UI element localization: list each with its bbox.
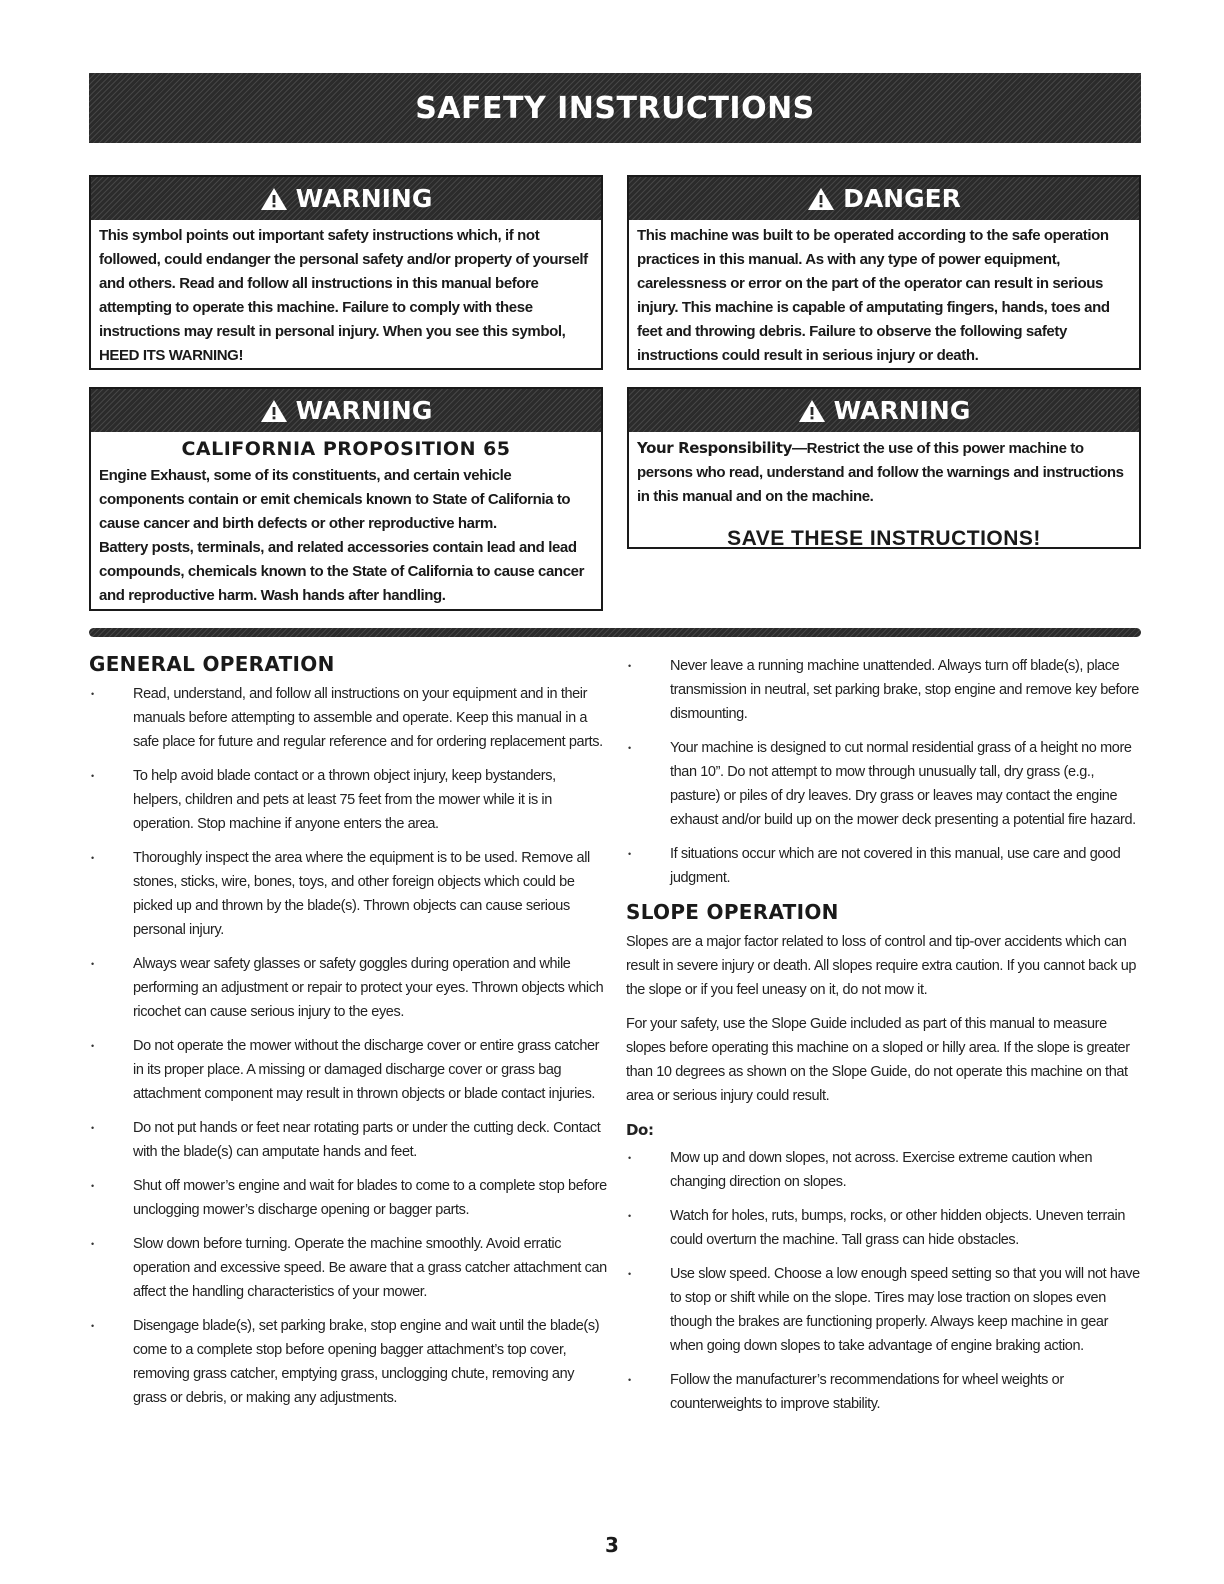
page-title: SAFETY INSTRUCTIONS <box>415 90 815 126</box>
list-item: • Follow the manufacturer’s recommendations for wheel weights or counterweights to improve stability. <box>626 1368 1141 1416</box>
list-item: • To help avoid blade contact or a thrown object injury, keep bystanders, helpers, children and pets at least 75 feet from the mower while it is in operation. Stop machine if anyone enters the area. <box>89 764 607 836</box>
warning-symbol-text: This symbol points out important safety instructions which, if not followed, could endanger the personal safety and/or property of yourself and others. Read and follow all instructions in this manual before attempting to operate this machine. Failure to comply with these instructions may result in personal injury. When you see this symbol, HEED ITS WARNING! <box>99 227 588 364</box>
page-number: 3 <box>605 1533 619 1557</box>
prop65-subtitle: CALIFORNIA PROPOSITION 65 <box>181 438 511 460</box>
warning-banner <box>91 177 601 220</box>
danger-banner <box>629 177 1139 220</box>
warning-triangle-icon <box>798 399 826 423</box>
list-item: • Mow up and down slopes, not across. Exercise extreme caution when changing direction on slopes. <box>626 1146 1141 1194</box>
list-item: • Do not operate the mower without the discharge cover or entire grass catcher in its proper place. A missing or damaged discharge cover or grass bag attachment component may result in thrown objects or blade contact injuries. <box>89 1034 607 1106</box>
general-operation-list <box>89 682 607 1410</box>
slope-paragraph-2: For your safety, use the Slope Guide included as part of this manual to measure slopes before operating this machine on a sloped or hilly area. If the slope is greater than 10 degrees as shown on the Slope Guide, do not operate this machine on that area or serious injury could result. <box>626 1016 1130 1104</box>
prop65-warning-label: WARNING <box>295 396 433 425</box>
list-item: • Do not put hands or feet near rotating parts or under the cutting deck. Contact with the blade(s) can amputate hands and feet. <box>89 1116 607 1164</box>
right-column <box>626 654 1141 1426</box>
responsibility-box <box>627 387 1141 549</box>
responsibility-banner <box>629 389 1139 432</box>
list-item: • Always wear safety glasses or safety goggles during operation and while performing an adjustment or repair to protect your eyes. Thrown objects which ricochet can cause serious injury to the eyes. <box>89 952 607 1024</box>
general-operation-list-continued <box>626 654 1141 890</box>
list-item: • Shut off mower’s engine and wait for blades to come to a complete stop before unclogging mower’s discharge opening or bagger parts. <box>89 1174 607 1222</box>
section-divider <box>89 628 1141 637</box>
slope-paragraph-1: Slopes are a major factor related to loss of control and tip-over accidents which can result in severe injury or death. All slopes require extra caution. If you cannot back up the slope or if you feel uneasy on it, do not mow it. <box>626 934 1137 998</box>
warning-label: WARNING <box>295 184 433 213</box>
page-header <box>89 73 1141 143</box>
list-item: • If situations occur which are not covered in this manual, use care and good judgment. <box>626 842 1141 890</box>
slope-do-list <box>626 1146 1141 1416</box>
prop65-paragraph-2: Battery posts, terminals, and related accessories contain lead and lead compounds, chemicals known to the State of California to cause cancer and reproductive harm. Wash hands after handling. <box>99 539 585 604</box>
responsibility-text: —Restrict the use of this power machine to persons who read, understand and follow the warnings and instructions in this manual and on the machine. <box>637 440 1124 505</box>
list-item: • Disengage blade(s), set parking brake, stop engine and wait until the blade(s) come to a complete stop before opening bagger attachment’s top cover, removing grass catcher, emptying grass, unclogging chute, removing any grass or debris, or making any adjustments. <box>89 1314 607 1410</box>
do-label: Do: <box>626 1121 654 1139</box>
list-item: • Thoroughly inspect the area where the equipment is to be used. Remove all stones, sticks, wire, bones, toys, and other foreign objects which could be picked up and thrown by the blade(s). Thrown objects can cause serious personal injury. <box>89 846 607 942</box>
responsibility-lead: Your Responsibility <box>637 439 793 457</box>
list-item: • Use slow speed. Choose a low enough speed setting so that you will not have to stop or shift while on the slope. Tires may lose traction on slopes even though the brakes are functioning properly. Always keep machine in gear when going down slopes to take advantage of engine braking action. <box>626 1262 1141 1358</box>
prop65-paragraph-1: Engine Exhaust, some of its constituents, and certain vehicle components contain or emit chemicals known to State of California to cause cancer and birth defects or other reproductive harm. <box>99 467 571 532</box>
warning-triangle-icon <box>807 187 835 211</box>
list-item: • Read, understand, and follow all instructions on your equipment and in their manuals before attempting to assemble and operate. Keep this manual in a safe place for future and regular reference and for ordering replacement parts. <box>89 682 607 754</box>
warning-triangle-icon <box>260 187 288 211</box>
left-column <box>89 652 607 1420</box>
list-item: • Slow down before turning. Operate the machine smoothly. Avoid erratic operation and excessive speed. Be aware that a grass catcher attachment can affect the handling characteristics of your mower. <box>89 1232 607 1304</box>
list-item: • Your machine is designed to cut normal residential grass of a height no more than 10”. Do not attempt to mow through unusually tall, dry grass (e.g., pasture) or piles of dry leaves. Dry grass or leaves may contact the engine exhaust and/or build up on the mower deck presenting a potential fire hazard. <box>626 736 1141 832</box>
danger-label: DANGER <box>843 184 961 213</box>
slope-operation-title: SLOPE OPERATION <box>626 900 839 924</box>
danger-box <box>627 175 1141 370</box>
prop65-box <box>89 387 603 611</box>
prop65-banner <box>91 389 601 432</box>
warning-triangle-icon <box>260 399 288 423</box>
warning-symbol-box <box>89 175 603 370</box>
list-item: • Watch for holes, ruts, bumps, rocks, or other hidden objects. Uneven terrain could overturn the machine. Tall grass can hide obstacles. <box>626 1204 1141 1252</box>
responsibility-warning-label: WARNING <box>833 396 971 425</box>
list-item: • Never leave a running machine unattended. Always turn off blade(s), place transmission in neutral, set parking brake, stop engine and remove key before dismounting. <box>626 654 1141 726</box>
danger-text: This machine was built to be operated according to the safe operation practices in this manual. As with any type of power equipment, carelessness or error on the part of the operator can result in serious injury. This machine is capable of amputating fingers, hands, toes and feet and throwing debris. Failure to observe the following safety instructions could result in serious injury or death. <box>637 227 1110 364</box>
save-instructions-note: SAVE THESE INSTRUCTIONS! <box>727 527 1041 550</box>
general-operation-title: GENERAL OPERATION <box>89 652 335 676</box>
